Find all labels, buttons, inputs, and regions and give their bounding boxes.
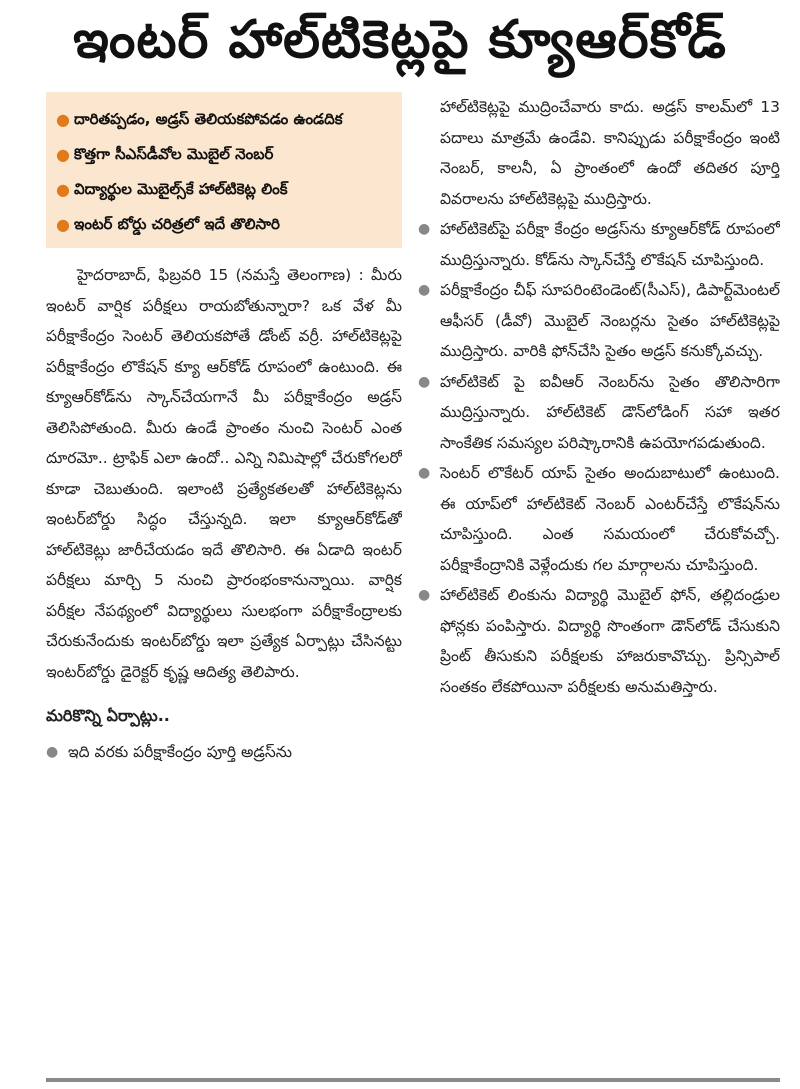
bullet-icon: ● [418,465,431,481]
article-body: హైదరాబాద్, ఫిబ్రవరి 15 (నమస్తే తెలంగాణ) : మీరు ఇంటర్ వార్షిక పరీక్షలు రాయబోతున్నారా? ఒక వేళ మీ పరీక్షాకేంద్రం సెంటర్ తెలియకపోతే డోంట్ వర్రీ. హాల్‌టికెట్లపై పరీక్షాకేంద్రం లొకేషన్ క్యూ ఆర్‌కోడ్ రూపంలో ఉంటుంది. ఈ క్యూఆర్‌కోడ్‌ను స్కాన్‌చేయగానే మీ పరీక్షాకేంద్రం అడ్రస్ తెలిసిపోతుంది. మీరు ఉండే ప్రాంతం నుంచి సెంటర్ ఎంత దూరమో.. ట్రాఫిక్ ఎలా ఉందో.. ఎన్ని నిమిషాల్లో చేరుకోగలరో కూడా చెబుతుంది. ఇలాంటి ప్రత్యేకతలతో హాల్‌టికెట్లను ఇంటర్‌బోర్డు సిద్ధం చేస్తున్నది. ఇలా క్యూఆర్‌కోడ్‌తో హాల్‌టికెట్లు జారీచేయడం ఇదే తొలిసారి. ఈ ఏడాది ఇంటర్ పరీక్షలు మార్చి 5 నుంచి ప్రారంభంకానున్నాయి. వార్షిక పరీక్షల నేపథ్యంలో విద్యార్థులు సులభంగా పరీక్షాకేంద్రాలకు చేరుకునేందుకు ఇంటర్‌బోర్డు ఇలా ప్రత్యేక ఏర్పాట్లు చేసినట్టు ఇంటర్‌బోర్డు డైరెక్టర్ కృష్ణ ఆదిత్య తెలిపారు. [46,266,402,681]
article-continuation: హాల్‌టికెట్లపై ముద్రించేవారు కాదు. అడ్రస్ కాలమ్‌లో 13 పదాలు మాత్రమే ఉండేవి. కానిప్పుడు పరీక్షాకేంద్రం ఇంటి నెంబర్, కాలనీ, ఏ ప్రాంతంలో ఉందో తదితర పూర్తి వివరాలను హాల్‌టికెట్లపై ముద్రిస్తారు. [440,98,780,208]
bullet-icon: ● [418,282,431,298]
list-item: ● సెంటర్ లొకేటర్ యాప్ సైతం అందుబాటులో ఉంటుంది. ఈ యాప్‌లో హాల్‌టికెట్ నెంబర్ ఎంటర్‌చేస్తే లొకేషన్‌ను చూపిస్తుంది. ఎంత సమయంలో చేరుకోవచ్చో. పరీక్షాకేంద్రానికి వెళ్లేందుకు గల మార్గాలను చూపిస్తుంది. [418,458,780,580]
bullet-icon: ● [418,221,431,237]
bullet-icon: ● [56,180,70,199]
list-item: ● హాల్‌టికెట్ పై ఐవీఆర్ నెంబర్‌ను సైతం తొలిసారిగా ముద్రిస్తున్నారు. హాల్‌టికెట్ డౌన్‌లోడింగ్ సహా ఇతర సాంకేతిక సమస్యల పరిష్కారానికి ఉపయోగపడుతుంది. [418,367,780,459]
footer-divider [46,1078,780,1082]
list-item: ● ఇది వరకు పరీక్షాకేంద్రం పూర్తి అడ్రస్‌ను [46,737,402,768]
right-column [418,92,780,1072]
list-item: ● పరీక్షాకేంద్రం చీఫ్ సూపరింటెండెంట్(సీఎస్), డిపార్ట్‌మెంటల్ ఆఫీసర్ (డీవో) మొబైల్ నెంబర్లను సైతం హాల్‌టికెట్లపై ముద్రిస్తారు. వారికి ఫోన్‌చేసి సైతం అడ్రస్ కనుక్కోవచ్చు. [418,275,780,367]
highlight-item: ● విద్యార్థుల మొబైల్స్‌కే హాల్‌టికెట్ల లింక్ [56,172,394,207]
highlight-item: ● దారితప్పడం, అడ్రస్ తెలియకపోవడం ఉండదిక [56,102,394,137]
subheading: మరికొన్ని ఏర్పాట్లు.. [46,706,170,725]
list-item: ● హాల్‌టికెట్ లింకును విద్యార్థి మొబైల్ ఫోన్, తల్లిదండ్రుల ఫోన్లకు పంపిస్తారు. విద్యార్థి సొంతంగా డౌన్‌లోడ్ చేసుకుని ప్రింట్ తీసుకుని పరీక్షలకు హాజరుకావొచ్చు. ప్రిన్సిపాల్ సంతకం లేకపోయినా పరీక్షలకు అనుమతిస్తారు. [418,580,780,702]
highlights-box [46,92,402,248]
list-item: ● హాల్‌టికెట్‌పై పరీక్షా కేంద్రం అడ్రస్‌ను క్యూఆర్‌కోడ్ రూపంలో ముద్రిస్తున్నారు. కోడ్‌ను స్కాన్‌చేస్తే లొకేషన్ చూపిస్తుంది. [418,214,780,275]
left-column [46,92,402,1072]
bullet-icon: ● [418,373,431,390]
page-title: ఇంటర్ హాల్‌టికెట్లపై క్యూఆర్‌కోడ్ [73,9,727,70]
highlight-item: ● ఇంటర్ బోర్డు చరిత్రలో ఇదే తొలిసారి [56,207,394,242]
bullet-icon: ● [46,744,59,760]
bullet-icon: ● [56,110,70,129]
bullet-icon: ● [418,587,431,603]
bullet-icon: ● [56,215,70,234]
bullet-icon: ● [56,145,70,164]
highlight-item: ● కొత్తగా సీఎస్‌డీవోల మొబైల్ నెంబర్ [56,137,394,172]
